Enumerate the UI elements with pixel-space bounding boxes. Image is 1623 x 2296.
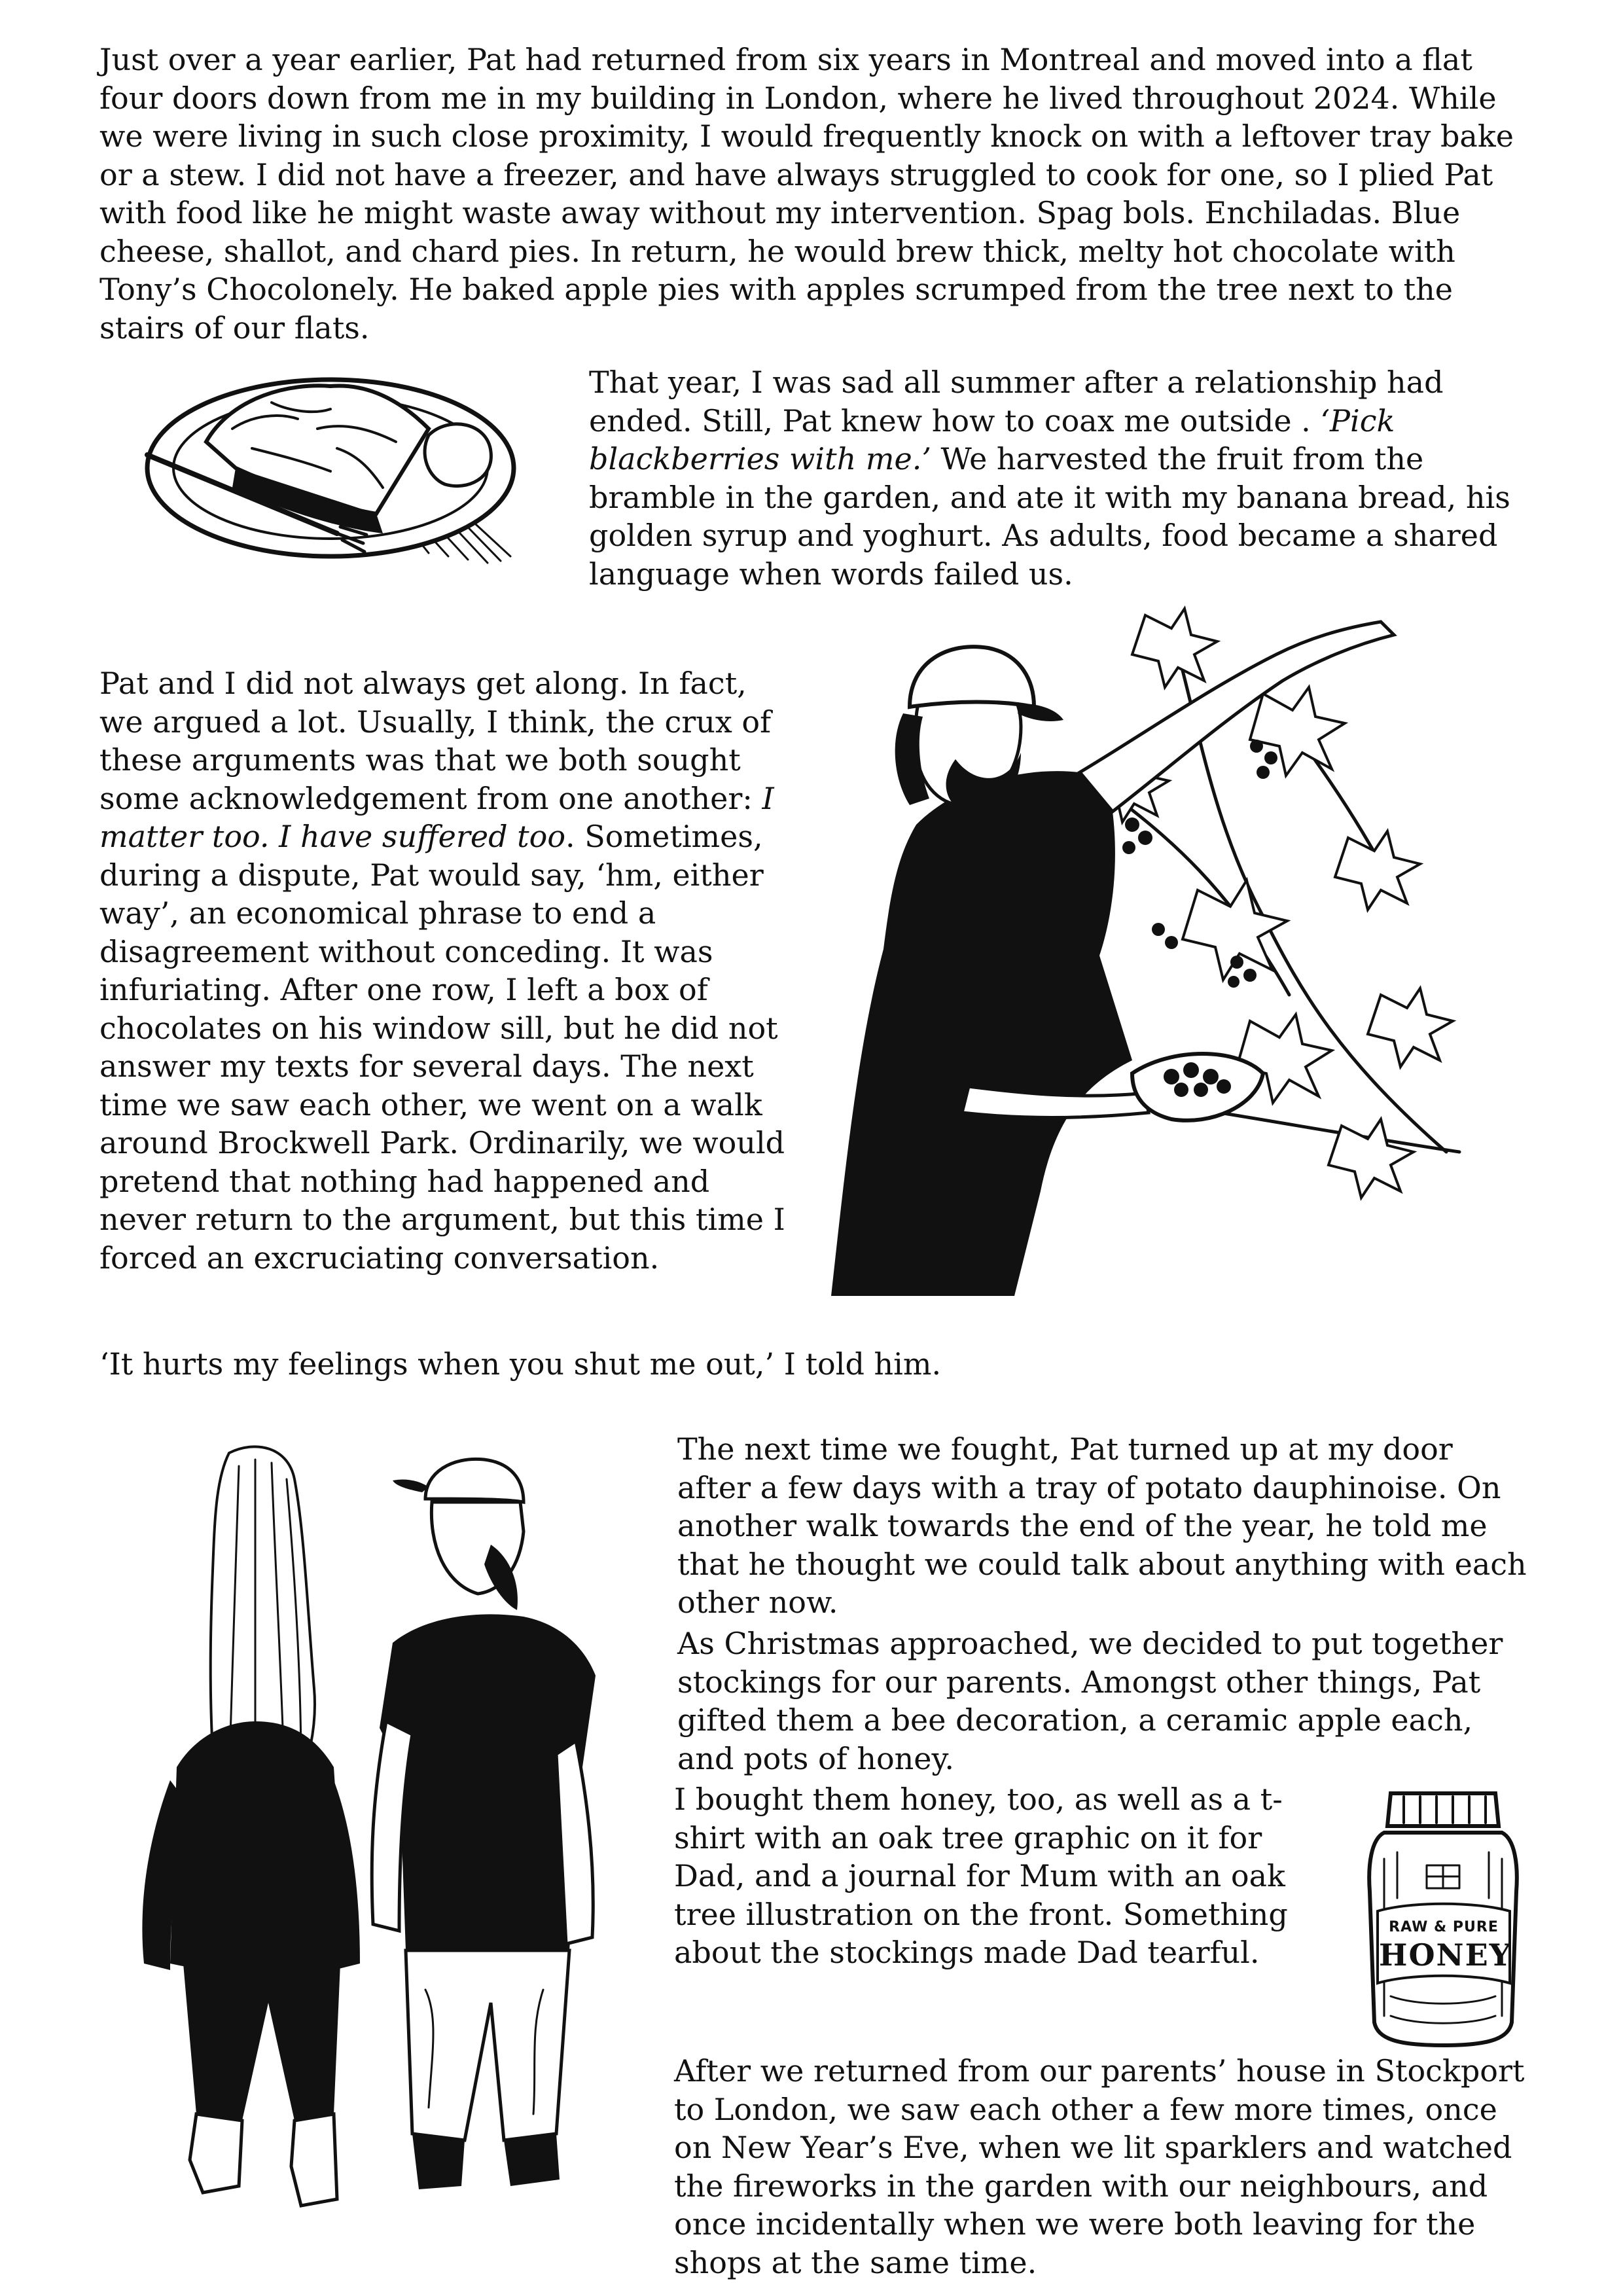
paragraph-new-year: After we returned from our parents’ house in Stockport to London, we saw each other a few more times, once on New Year’s Eve, when we lit sparklers and watched the fireworks in the garden with our neighbours, and once incidentally when we were both leaving for the shops at the same time. [674, 2053, 1525, 2280]
paragraph-arguments-italic: I matter too. I have suffered too [99, 780, 774, 854]
paragraph-blackberries [589, 363, 1525, 593]
paragraph-arguments [99, 664, 793, 1277]
two-people-walking-icon [98, 1427, 654, 2271]
paragraph-intro: Just over a year earlier, Pat had returned from six years in Montreal and moved into a flat four doors down from me in my building in London, where he lived throughout 2024. While we were living in such close proximity, I would frequently knock on with a leftover tray bake or a stew. I did not have a freezer, and have always struggled to cook for one, so I plied Pat with food like he might waste away without my intervention. Spag bols. Enchiladas. Blue cheese, shallot, and chard pies. In return, he would brew thick, melty hot chocolate with Tony’s Chocolonely. He baked apple pies with apples scrumped from the tree next to the stairs of our flats. [99, 42, 1514, 346]
paragraph-arguments-text-b: . Sometimes, during a dispute, Pat would say, ‘hm, either way’, an economical phrase to end a disagreement without conceding. It was infuriating. After one row, I left a box of chocolates on his window sill, but he did not answer my texts for several days. The next time we saw each other, we went on a walk around Brockwell Park. Ordinarily, we would pretend that nothing had happened and never return to the argument, but this time I forced an excruciating conversation. [99, 819, 785, 1276]
honey-jar-icon [1364, 1780, 1522, 2055]
paragraph-dauphinoise: The next time we fought, Pat turned up at my door after a few days with a tray of potato dauphinoise. On another walk towards the end of the year, he told me that he thought we could talk about anything with each other now. [677, 1431, 1527, 1620]
honey-jar-label-main: HONEY [1379, 1937, 1512, 1973]
paragraph-honey: I bought them honey, too, as well as a t-shirt with an oak tree graphic on it for Dad, and a journal for Mum with an oak tree illustration on the front. Something about the stockings made Dad tearful. [674, 1782, 1288, 1970]
honey-jar-label-top: RAW & PURE [1389, 1919, 1499, 1935]
paragraph-blackberries-text-b: We harvested the fruit from the bramble in the garden, and ate it with my banana bread, his golden syrup and yoghurt. As adults, food became a shared language when words failed us. [589, 441, 1510, 592]
man-picking-blackberries-icon [805, 589, 1479, 1309]
paragraph-arguments-text-a: Pat and I did not always get along. In fact, we argued a lot. Usually, I think, the crux of these arguments was that we both sought some acknowledgement from one another: [99, 666, 772, 816]
apple-pie-slice-icon [121, 357, 540, 579]
paragraph-blackberries-quote: ‘Pick blackberries with me.’ [589, 403, 1395, 476]
paragraph-christmas: As Christmas approached, we decided to put together stockings for our parents. Amongst other things, Pat gifted them a bee decoration, a ceramic apple each, and pots of honey. [677, 1626, 1503, 1776]
paragraph-blackberries-text-a: That year, I was sad all summer after a relationship had ended. Still, Pat knew how to coax me outside . [589, 365, 1444, 439]
paragraph-feelings: ‘It hurts my feelings when you shut me out,’ I told him. [99, 1346, 942, 1382]
